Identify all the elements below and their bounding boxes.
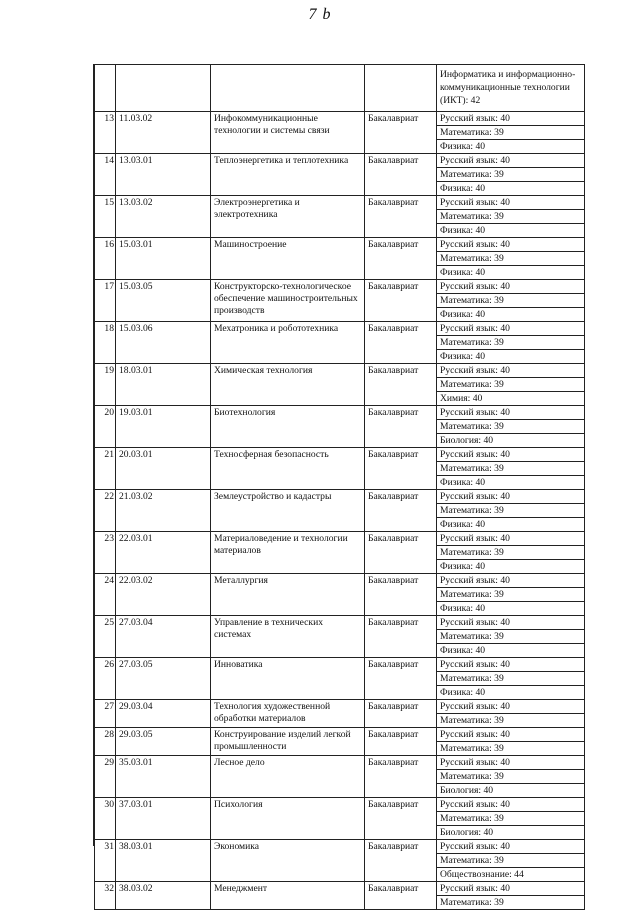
cell-level: Бакалавриат [365,532,437,574]
cell-subject: Физика: 40 [437,140,585,154]
cell-subject: Математика: 39 [437,210,585,224]
cell-num: 21 [95,448,116,490]
cell-name: Инфокоммуникационные технологии и системы связи [211,112,365,154]
cell-name: Менеджмент [211,882,365,910]
cell-subject: Русский язык: 40 [437,700,585,714]
cell-code: 13.03.02 [116,196,211,238]
cell-name: Лесное дело [211,756,365,798]
table-row [95,154,585,168]
cell-subject: Русский язык: 40 [437,490,585,504]
cell-code: 29.03.05 [116,728,211,756]
cell-level [365,65,437,112]
cell-num: 16 [95,238,116,280]
cell-level: Бакалавриат [365,756,437,798]
cell-subject: Математика: 39 [437,672,585,686]
cell-level: Бакалавриат [365,448,437,490]
cell-subject: Биология: 40 [437,826,585,840]
cell-code: 15.03.05 [116,280,211,322]
cell-num: 13 [95,112,116,154]
cell-num: 25 [95,616,116,658]
cell-subject: Физика: 40 [437,224,585,238]
table-row [95,616,585,630]
cell-subject: Биология: 40 [437,434,585,448]
cell-subject: Математика: 39 [437,504,585,518]
cell-subject: Русский язык: 40 [437,238,585,252]
cell-name: Биотехнология [211,406,365,448]
cell-subject: Обществознание: 44 [437,868,585,882]
cell-code: 15.03.01 [116,238,211,280]
cell-subject: Математика: 39 [437,742,585,756]
cell-subject: Русский язык: 40 [437,756,585,770]
cell-level: Бакалавриат [365,798,437,840]
cell-code: 27.03.04 [116,616,211,658]
cell-subject: Русский язык: 40 [437,658,585,672]
cell-code: 15.03.06 [116,322,211,364]
cell-subject: Математика: 39 [437,294,585,308]
cell-level: Бакалавриат [365,616,437,658]
cell-num: 31 [95,840,116,882]
cell-subject: Математика: 39 [437,854,585,868]
table-row [95,490,585,504]
table-row [95,798,585,812]
cell-subject: Русский язык: 40 [437,532,585,546]
cell-subject: Математика: 39 [437,420,585,434]
cell-num: 23 [95,532,116,574]
table-row [95,238,585,252]
table-row [95,728,585,742]
table-row [95,840,585,854]
cell-name [211,65,365,112]
cell-subject: Физика: 40 [437,644,585,658]
cell-num: 19 [95,364,116,406]
cell-name: Психология [211,798,365,840]
cell-subject: Математика: 39 [437,770,585,784]
cell-level: Бакалавриат [365,112,437,154]
cell-level: Бакалавриат [365,840,437,882]
cell-subject: Русский язык: 40 [437,798,585,812]
cell-level: Бакалавриат [365,728,437,756]
cell-code: 22.03.02 [116,574,211,616]
cell-num: 24 [95,574,116,616]
cell-name: Конструирование изделий легкой промышленности [211,728,365,756]
cell-subject: Физика: 40 [437,350,585,364]
admission-table [94,64,585,910]
cell-subject: Русский язык: 40 [437,840,585,854]
cell-code: 18.03.01 [116,364,211,406]
cell-level: Бакалавриат [365,196,437,238]
cell-code [116,65,211,112]
cell-num: 32 [95,882,116,910]
cell-num: 14 [95,154,116,196]
cell-subject: Русский язык: 40 [437,280,585,294]
cell-num [95,65,116,112]
cell-num: 17 [95,280,116,322]
cell-name: Управление в технических системах [211,616,365,658]
cell-subject: Русский язык: 40 [437,448,585,462]
cell-subject: Математика: 39 [437,714,585,728]
cell-code: 27.03.05 [116,658,211,700]
cell-level: Бакалавриат [365,406,437,448]
table-row [95,280,585,294]
cell-subject: Информатика и информационно-коммуникационные технологии (ИКТ): 42 [437,65,585,112]
cell-code: 13.03.01 [116,154,211,196]
cell-num: 22 [95,490,116,532]
table-row [95,322,585,336]
cell-code: 22.03.01 [116,532,211,574]
cell-subject: Математика: 39 [437,378,585,392]
cell-subject: Физика: 40 [437,182,585,196]
cell-name: Мехатроника и робототехника [211,322,365,364]
cell-name: Конструкторско-технологическое обеспечение машиностроительных производств [211,280,365,322]
cell-name: Машиностроение [211,238,365,280]
cell-level: Бакалавриат [365,322,437,364]
table-row [95,756,585,770]
cell-name: Теплоэнергетика и теплотехника [211,154,365,196]
cell-subject: Химия: 40 [437,392,585,406]
cell-subject: Русский язык: 40 [437,196,585,210]
table-row [95,196,585,210]
table-row [95,406,585,420]
cell-name: Технология художественной обработки материалов [211,700,365,728]
cell-subject: Физика: 40 [437,686,585,700]
cell-num: 28 [95,728,116,756]
cell-name: Электроэнергетика и электротехника [211,196,365,238]
cell-subject: Математика: 39 [437,588,585,602]
cell-code: 29.03.04 [116,700,211,728]
cell-subject: Физика: 40 [437,602,585,616]
cell-code: 20.03.01 [116,448,211,490]
cell-level: Бакалавриат [365,280,437,322]
cell-num: 20 [95,406,116,448]
cell-num: 27 [95,700,116,728]
cell-name: Инноватика [211,658,365,700]
cell-level: Бакалавриат [365,238,437,280]
cell-name: Землеустройство и кадастры [211,490,365,532]
cell-num: 30 [95,798,116,840]
table-row [95,882,585,896]
cell-subject: Математика: 39 [437,252,585,266]
cell-subject: Физика: 40 [437,476,585,490]
cell-subject: Математика: 39 [437,896,585,910]
cell-name: Химическая технология [211,364,365,406]
cell-code: 11.03.02 [116,112,211,154]
cell-subject: Русский язык: 40 [437,322,585,336]
cell-num: 15 [95,196,116,238]
cell-level: Бакалавриат [365,364,437,406]
cell-level: Бакалавриат [365,154,437,196]
cell-subject: Русский язык: 40 [437,112,585,126]
cell-code: 38.03.01 [116,840,211,882]
cell-level: Бакалавриат [365,490,437,532]
cell-subject: Математика: 39 [437,126,585,140]
cell-num: 18 [95,322,116,364]
cell-num: 26 [95,658,116,700]
page-number: 7 b [308,6,332,23]
cell-subject: Русский язык: 40 [437,154,585,168]
cell-subject: Математика: 39 [437,546,585,560]
cell-subject: Математика: 39 [437,168,585,182]
table-row [95,700,585,714]
cell-subject: Физика: 40 [437,518,585,532]
table-body [95,65,585,910]
cell-subject: Русский язык: 40 [437,364,585,378]
table-row [95,574,585,588]
table-row [95,364,585,378]
cell-subject: Биология: 40 [437,784,585,798]
cell-subject: Математика: 39 [437,812,585,826]
cell-subject: Физика: 40 [437,266,585,280]
cell-code: 35.03.01 [116,756,211,798]
cell-subject: Русский язык: 40 [437,574,585,588]
cell-subject: Русский язык: 40 [437,728,585,742]
table-row [95,532,585,546]
table-row [95,112,585,126]
cell-code: 19.03.01 [116,406,211,448]
cell-name: Металлургия [211,574,365,616]
table-row [95,658,585,672]
cell-name: Техносферная безопасность [211,448,365,490]
cell-subject: Математика: 39 [437,336,585,350]
cell-subject: Математика: 39 [437,462,585,476]
cell-num: 29 [95,756,116,798]
cell-level: Бакалавриат [365,658,437,700]
cell-subject: Математика: 39 [437,630,585,644]
cell-subject: Физика: 40 [437,560,585,574]
cell-level: Бакалавриат [365,882,437,910]
continued-row [95,65,585,112]
cell-subject: Русский язык: 40 [437,406,585,420]
cell-code: 21.03.02 [116,490,211,532]
cell-subject: Физика: 40 [437,308,585,322]
cell-level: Бакалавриат [365,700,437,728]
document-sheet [93,64,586,908]
cell-code: 38.03.02 [116,882,211,910]
cell-level: Бакалавриат [365,574,437,616]
cell-name: Материаловедение и технологии материалов [211,532,365,574]
cell-code: 37.03.01 [116,798,211,840]
cell-name: Экономика [211,840,365,882]
table-row [95,448,585,462]
cell-subject: Русский язык: 40 [437,616,585,630]
cell-subject: Русский язык: 40 [437,882,585,896]
